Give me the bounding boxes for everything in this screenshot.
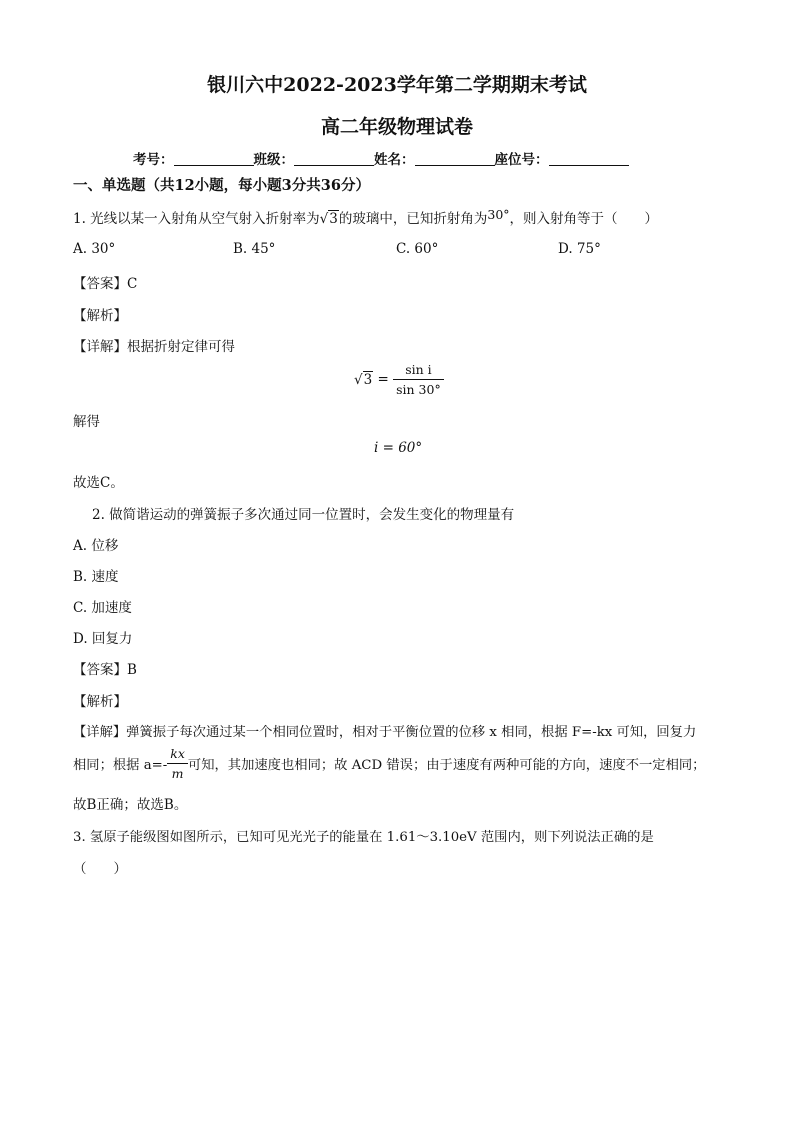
fraction-numerator: kx (167, 746, 188, 764)
question-3-stem-tail: （ ） (73, 861, 127, 877)
sqrt-expression: √3 (319, 211, 338, 227)
q1-stem-part1: 1. 光线以某一入射角从空气射入折射率为 (73, 211, 320, 227)
exam-title: 银川六中2022-2023学年第二学期期末考试 (207, 74, 587, 96)
sqrt-expression: √3 (354, 371, 373, 388)
acceleration-fraction (167, 746, 188, 781)
class-blank (294, 151, 374, 166)
student-info-line (133, 148, 629, 168)
question-2-stem: 2. 做简谐运动的弹簧振子多次通过同一位置时，会发生变化的物理量有 (92, 507, 515, 523)
q2-detail-line2 (73, 746, 705, 781)
q1-stem-part2: 的玻璃中，已知折射角为 (338, 211, 488, 227)
q2-detail-line3: 故B正确；故选B。 (73, 797, 188, 813)
q2-answer: 【答案】B (73, 662, 137, 678)
q1-option-d: D. 75° (558, 241, 601, 257)
exam-number-label: 考号： (133, 152, 174, 168)
exam-number-blank (174, 151, 254, 166)
q2-option-d: D. 回复力 (73, 631, 133, 647)
snell-law-equation (354, 362, 444, 397)
q1-analysis-label: 【解析】 (73, 308, 127, 324)
equals-sign: = (377, 371, 389, 388)
q1-detail: 【详解】根据折射定律可得 (73, 339, 235, 355)
q2-detail-line1: 【详解】弹簧振子每次通过某一个相同位置时，相对于平衡位置的位移 x 相同，根据 F=-kx 可知，回复力 (73, 725, 697, 740)
fraction-denominator: m (171, 766, 184, 781)
sqrt-radicand: 3 (363, 371, 373, 388)
q1-option-c: C. 60° (396, 241, 439, 257)
sine-fraction (393, 362, 444, 397)
q2-analysis-label: 【解析】 (73, 694, 127, 710)
name-label: 姓名： (374, 152, 415, 168)
sqrt-radicand: 3 (329, 211, 338, 227)
q1-option-a: A. 30° (73, 241, 116, 257)
q2-option-c: C. 加速度 (73, 600, 132, 616)
q1-answer: 【答案】C (73, 276, 138, 292)
fraction-denominator: sin 30° (396, 382, 441, 397)
q2-detail-line2-part1: 相同；根据 a=- (73, 758, 168, 773)
name-blank (415, 151, 495, 166)
question-3-stem: 3. 氢原子能级图如图所示，已知可见光光子的能量在 1.61～3.10eV 范围内，则下列说法正确的是 (73, 830, 654, 845)
refraction-angle: 30° (487, 207, 510, 222)
q1-solve-label: 解得 (73, 414, 100, 430)
q2-detail-line2-part2: 可知，其加速度也相同；故 ACD 错误；由于速度有两种可能的方向，速度不一定相同； (187, 758, 706, 773)
class-label: 班级： (253, 152, 294, 168)
q1-conclusion: 故选C。 (73, 475, 124, 491)
q2-option-b: B. 速度 (73, 569, 119, 585)
seat-blank (549, 151, 629, 166)
q1-option-b: B. 45° (233, 241, 276, 257)
seat-label: 座位号： (494, 152, 549, 168)
question-1-stem (73, 207, 658, 227)
section-heading: 一、单选题（共12小题，每小题3分共36分） (73, 177, 370, 194)
exam-subtitle: 高二年级物理试卷 (320, 116, 473, 138)
q1-result-equation: i = 60° (374, 440, 423, 456)
q2-option-a: A. 位移 (73, 538, 119, 554)
q1-stem-part3: ，则入射角等于（ ） (509, 211, 659, 227)
fraction-numerator: sin i (393, 362, 444, 380)
